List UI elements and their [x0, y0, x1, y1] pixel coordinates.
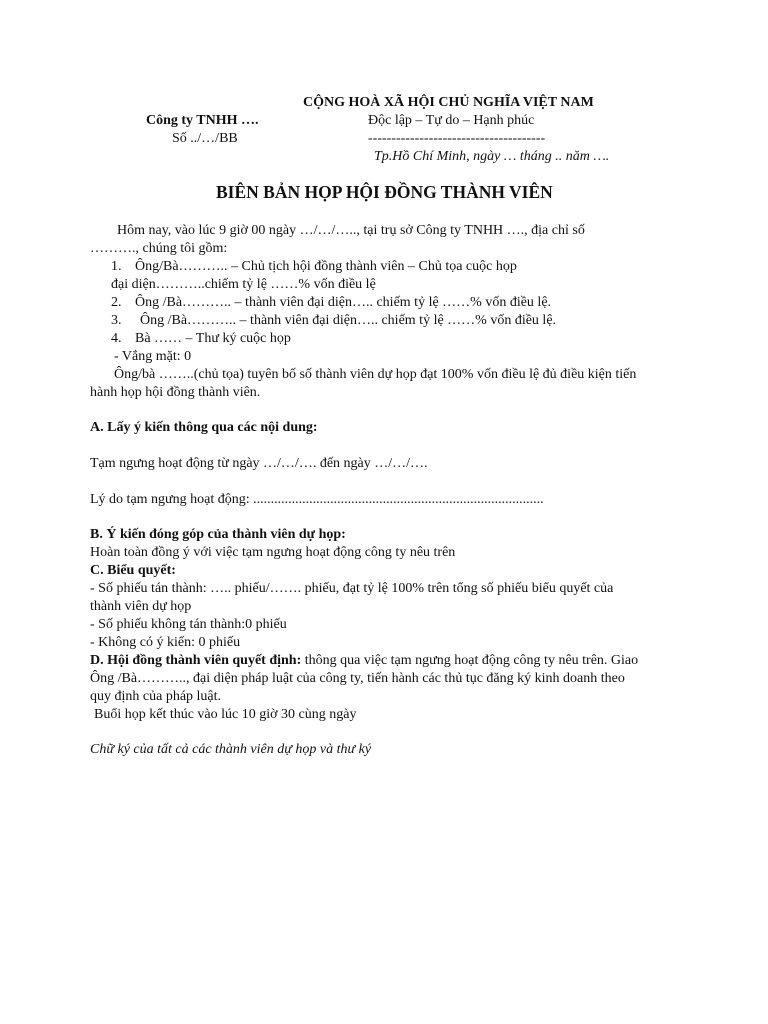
section-d-heading: D. Hội đồng thành viên quyết định: [90, 653, 302, 668]
intro-line-2: ………., chúng tôi gồm: [90, 241, 228, 256]
intro-line-1: Hôm nay, vào lúc 9 giờ 00 ngày …/…/….., tại trụ sở Công ty TNHH …., địa chỉ số [117, 223, 585, 238]
place-and-date: Tp.Hồ Chí Minh, ngày … tháng .. năm …. [374, 149, 610, 164]
country-heading: CỘNG HOÀ XÃ HỘI CHỦ NGHĨA VIỆT NAM [303, 95, 594, 110]
signature-note: Chữ ký của tất cả các thành viên dự họp và thư ký [90, 742, 372, 757]
section-a-heading: A. Lấy ý kiến thông qua các nội dung: [90, 420, 318, 435]
member-4-number: 4. [111, 331, 122, 346]
section-d-line-1 [90, 652, 638, 670]
announce-line-1: Ông/bà ……..(chủ tọa) tuyên bố số thành viên dự họp đạt 100% vốn điều lệ đủ điều kiện tiến [114, 367, 637, 382]
section-b-text: Hoàn toàn đồng ý với việc tạm ngưng hoạt động công ty nêu trên [90, 545, 456, 560]
document-title: BIÊN BẢN HỌP HỘI ĐỒNG THÀNH VIÊN [216, 182, 553, 202]
national-motto: Độc lập – Tự do – Hạnh phúc [368, 113, 535, 128]
company-name: Công ty TNHH …. [146, 113, 259, 128]
votes-abstain: - Không có ý kiến: 0 phiếu [90, 635, 241, 650]
member-2-number: 2. [111, 295, 122, 310]
member-2-text: Ông /Bà……….. – thành viên đại diện….. chiếm tỷ lệ ……% vốn điều lệ. [135, 295, 552, 310]
absent-count: - Vắng mặt: 0 [114, 349, 192, 364]
member-3-number: 3. [111, 313, 122, 328]
section-d-line-3: quy định của pháp luật. [90, 689, 222, 704]
votes-no: - Số phiếu không tán thành:0 phiếu [90, 617, 287, 632]
votes-yes-line-2: thành viên dự họp [90, 599, 192, 614]
member-1-text: Ông/Bà……….. – Chủ tịch hội đồng thành viên – Chủ tọa cuộc họp [135, 259, 517, 274]
member-4-text: Bà …… – Thư ký cuộc họp [135, 331, 291, 346]
meeting-closing: Buổi họp kết thúc vào lúc 10 giờ 30 cùng ngày [94, 707, 357, 722]
votes-yes-line-1: - Số phiếu tán thành: ….. phiếu/……. phiếu, đạt tỷ lệ 100% trên tổng số phiếu biểu quyết của [90, 581, 614, 596]
section-d-line-2: Ông /Bà……….., đại diện pháp luật của công ty, tiến hành các thủ tục đăng ký kinh doanh theo [90, 671, 625, 686]
member-3-text: Ông /Bà……….. – thành viên đại diện….. chiếm tỷ lệ ……% vốn điều lệ. [140, 313, 557, 328]
announce-line-2: hành họp hội đồng thành viên. [90, 385, 261, 400]
section-b-heading: B. Ý kiến đóng góp của thành viên dự họp: [90, 527, 346, 542]
section-d-text-1: thông qua việc tạm ngưng hoạt động công ty nêu trên. Giao [301, 653, 639, 668]
motto-separator: -------------------------------------- [368, 131, 546, 146]
suspension-period: Tạm ngưng hoạt động từ ngày …/…/…. đến ngày …/…/…. [90, 456, 428, 471]
member-1-continued: đại diện………..chiếm tỷ lệ ……% vốn điều lệ [111, 277, 376, 292]
section-c-heading: C. Biểu quyết: [90, 563, 176, 578]
document-number: Số ../…/BB [172, 131, 238, 146]
member-1-number: 1. [111, 259, 122, 274]
suspension-reason: Lý do tạm ngưng hoạt động: ................................................................................... [90, 492, 544, 507]
